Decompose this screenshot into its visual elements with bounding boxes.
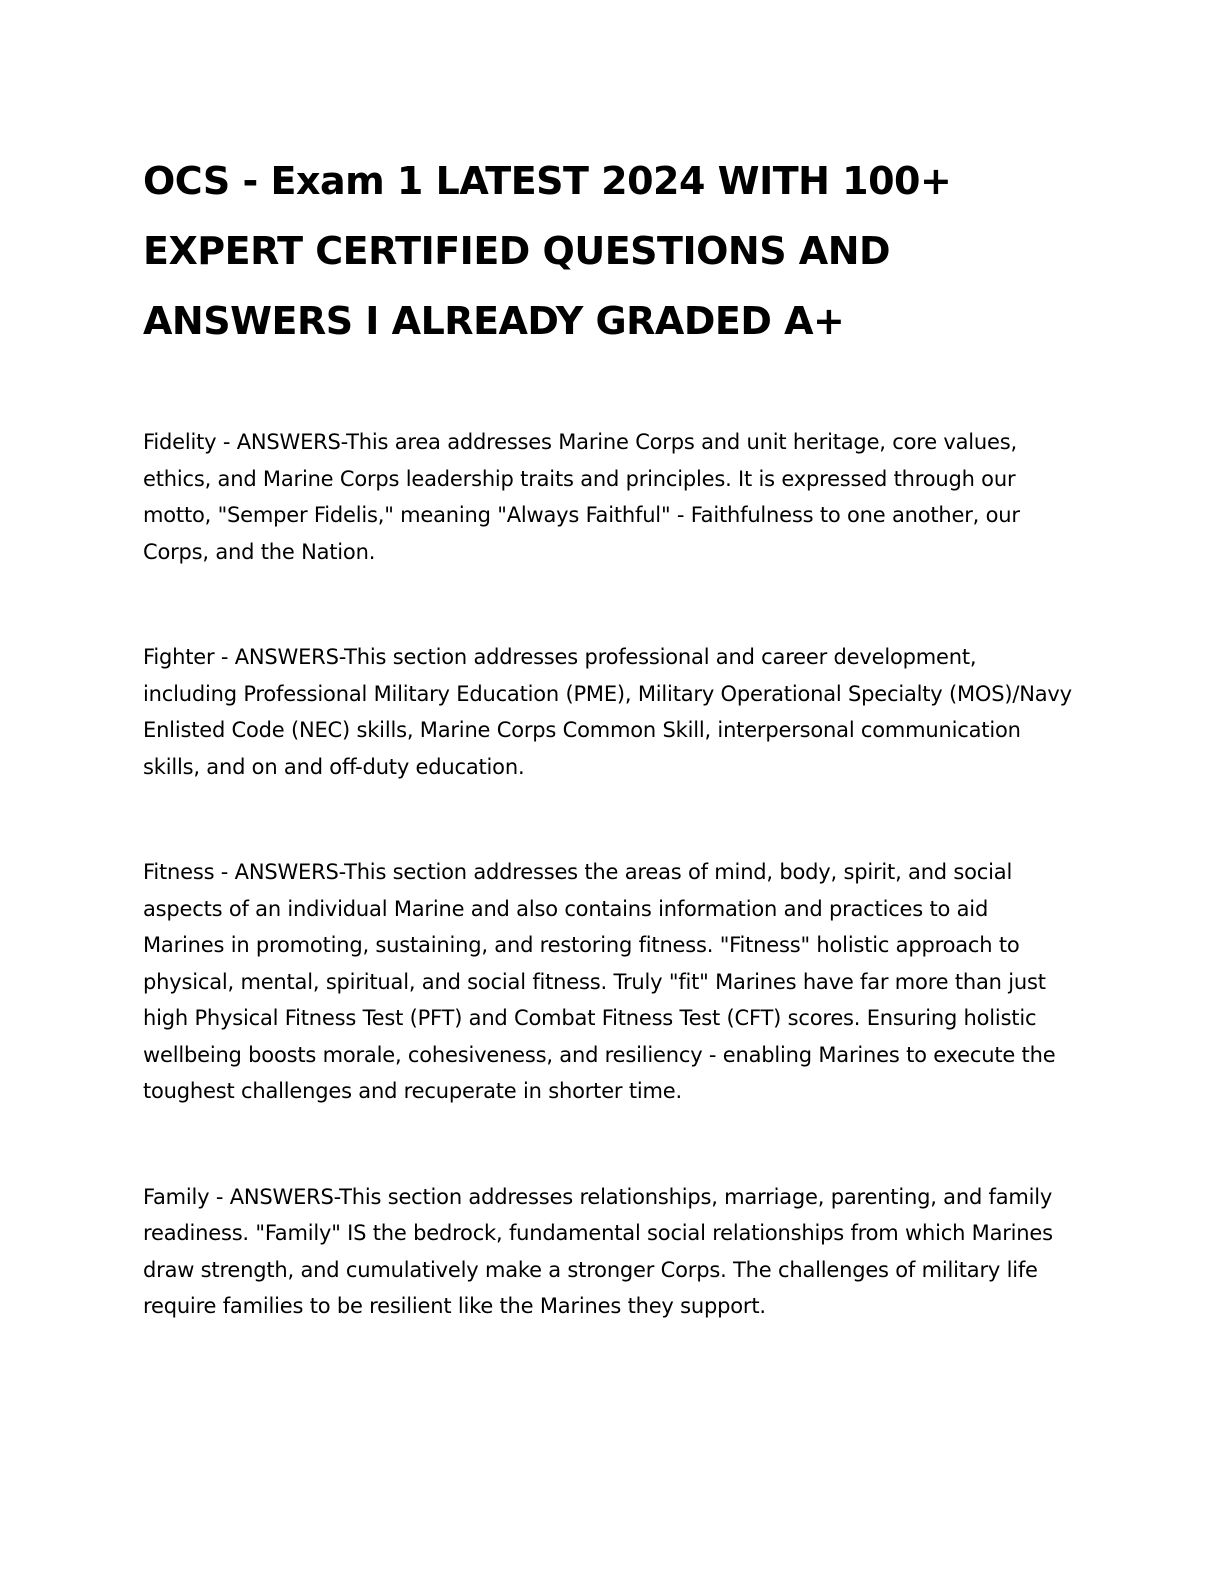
qa-item-fighter: Fighter - ANSWERS-This section addresses professional and career development, including Professional Military Education (PME), Military Operational Specialty (MOS)/Navy Enlisted Code (NEC) skills, Marine Corps Common Skill, interpersonal communication skills, and on and off-duty education. [143, 645, 1072, 779]
qa-item-fitness: Fitness - ANSWERS-This section addresses the areas of mind, body, spirit, and social aspects of an individual Marine and also contains information and practices to aid Marines in promoting, sustaining, and restoring fitness. "Fitness" holistic approach to physical, mental, spiritual, and social fitness. Truly "fit" Marines have far more than just high Physical Fitness Test (PFT) and Combat Fitness Test (CFT) scores. Ensuring holistic wellbeing boosts morale, cohesiveness, and resiliency - enabling Marines to execute the toughest challenges and recuperate in shorter time. [143, 860, 1056, 1103]
document-title: OCS - Exam 1 LATEST 2024 WITH 100+ EXPERT CERTIFIED QUESTIONS AND ANSWERS I ALREADY GRADED A+ [143, 159, 952, 343]
document-page [143, 146, 1073, 1394]
qa-list [143, 424, 1073, 1325]
qa-item-family: Family - ANSWERS-This section addresses relationships, marriage, parenting, and family readiness. "Family" IS the bedrock, fundamental social relationships from which Marines draw strength, and cumulatively make a stronger Corps. The challenges of military life require families to be resilient like the Marines they support. [143, 1184, 1053, 1318]
qa-item-fidelity: Fidelity - ANSWERS-This area addresses Marine Corps and unit heritage, core values, ethics, and Marine Corps leadership traits and principles. It is expressed through our motto, "Semper Fidelis," meaning "Always Faithful" - Faithfulness to one another, our Corps, and the Nation. [143, 430, 1020, 564]
